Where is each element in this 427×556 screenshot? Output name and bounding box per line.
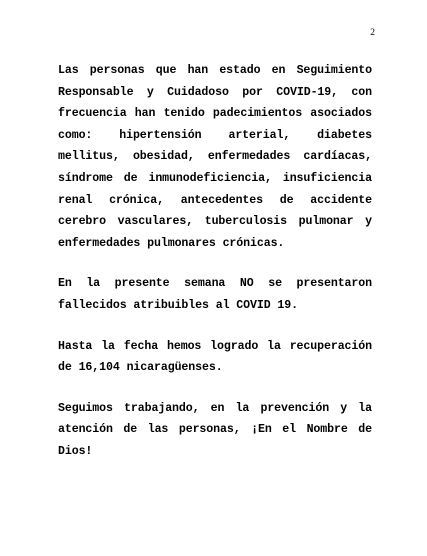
paragraph-closing: Seguimos trabajando, en la prevención y la atención de las personas, ¡En el Nombre de Dios! bbox=[58, 401, 372, 458]
paragraph-comorbidities: Las personas que han estado en Seguimiento Responsable y Cuidadoso por COVID-19, con frecuencia han tenido padecimientos asociados como: hipertensión arterial, diabetes mellitus, obesidad, enfermedades cardíacas, síndrome de inmunodeficiencia, insuficiencia renal crónica, antecedentes de accidente cerebro vasculares, tuberculosis pulmonar y enfermedades pulmonares crónicas. bbox=[58, 64, 372, 250]
paragraph-deaths: En la presente semana NO se presentaron fallecidos atribuibles al COVID 19. bbox=[58, 277, 372, 312]
document-body bbox=[58, 60, 372, 482]
paragraph-recoveries: Hasta la fecha hemos logrado la recuperación de 16,104 nicaragüenses. bbox=[58, 339, 372, 375]
page-number: 2 bbox=[370, 28, 375, 38]
